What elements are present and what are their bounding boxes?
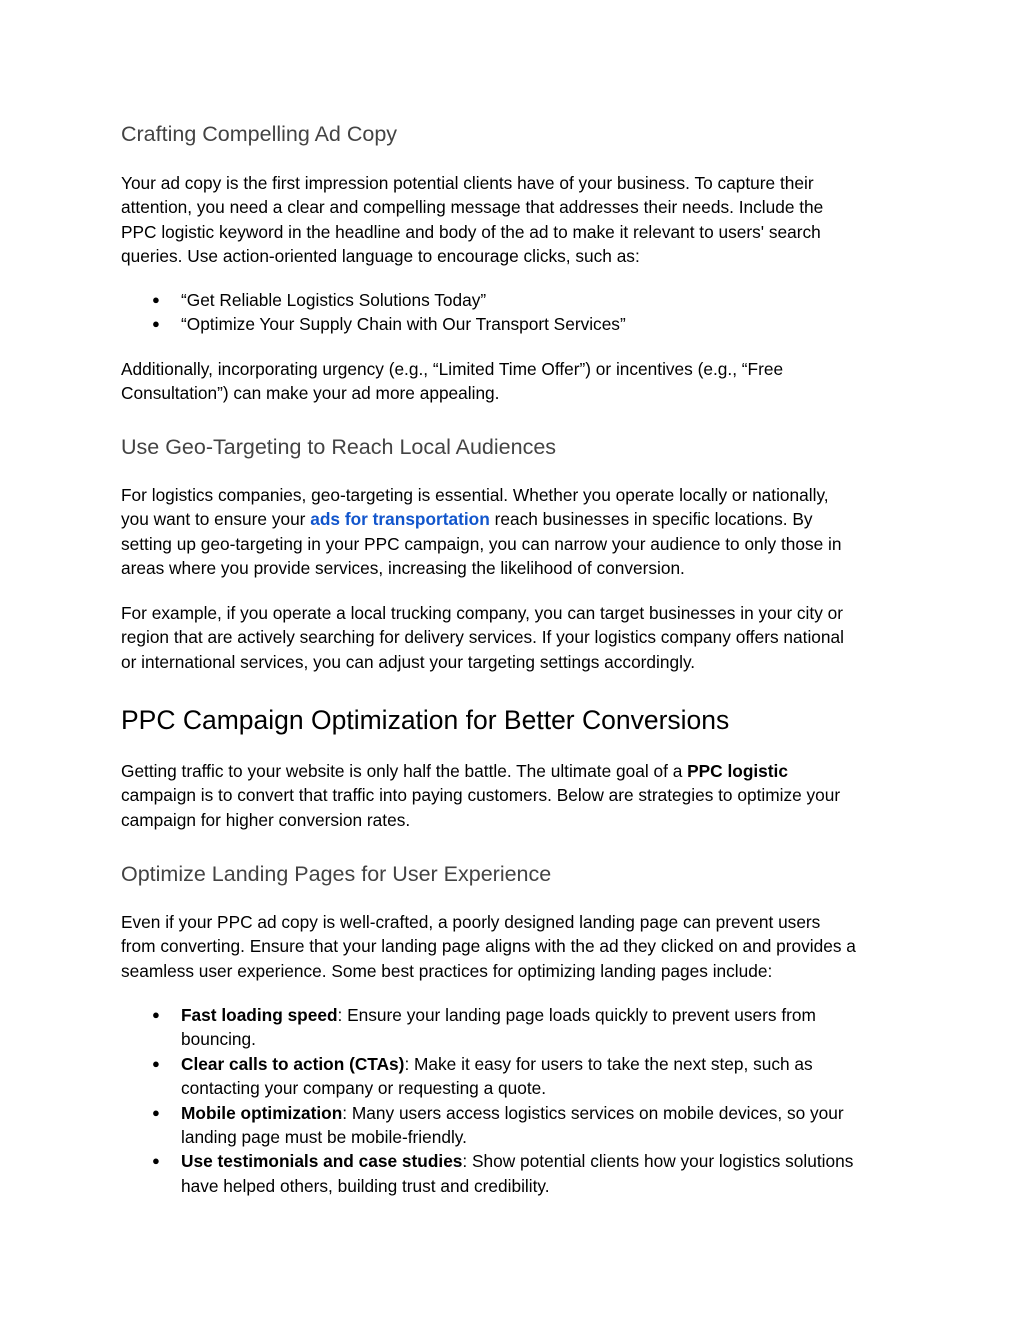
text-line: landing page must be mobile-friendly.	[181, 1126, 467, 1147]
list-item	[121, 288, 911, 312]
practice-title: Fast loading speed	[181, 1005, 338, 1025]
text-line	[181, 1003, 911, 1027]
text-line: Consultation”) can make your ad more appealing.	[121, 383, 500, 404]
text-fragment: Getting traffic to your website is only half the battle. The ultimate goal of a	[121, 761, 688, 781]
practice-title: Mobile optimization	[181, 1102, 343, 1123]
text-line: For example, if you operate a local trucking company, you can target businesses in your city or	[121, 603, 844, 623]
practice-text: : Ensure your landing page loads quickly to prevent users from	[337, 1005, 816, 1025]
bullet-icon: ●	[152, 1153, 160, 1169]
paragraph-ad-copy-outro	[121, 357, 911, 406]
text-line: region that are actively searching for delivery services. If your logistics company offers national	[121, 627, 844, 648]
list-item	[121, 1101, 911, 1150]
text-fragment: you want to ensure your	[121, 509, 311, 530]
bold-keyword: PPC logistic	[687, 761, 788, 781]
text-line	[121, 759, 911, 783]
paragraph-geo-1	[121, 483, 911, 581]
practice-title: Clear calls to action (CTAs)	[181, 1053, 405, 1074]
text-line: bouncing.	[181, 1029, 256, 1050]
text-fragment: reach businesses in specific locations. By	[489, 509, 813, 530]
heading-landing-pages: Optimize Landing Pages for User Experience	[121, 862, 552, 886]
text-line: or international services, you can adjust your targeting settings accordingly.	[121, 651, 696, 672]
text-line: For logistics companies, geo-targeting is essential. Whether you operate locally or nationally,	[121, 485, 829, 505]
practice-text: : Many users access logistics services on mobile devices, so your	[342, 1102, 844, 1123]
bullet-icon: ●	[152, 1104, 160, 1120]
list-item	[121, 1052, 911, 1101]
text-line	[181, 1101, 911, 1125]
bullet-icon: ●	[152, 316, 160, 332]
text-line: campaign for higher conversion rates.	[121, 809, 411, 830]
text-line: have helped others, building trust and credibility.	[181, 1175, 550, 1196]
bullet-icon: ●	[152, 1007, 160, 1022]
practice-text: : Make it easy for users to take the next step, such as	[404, 1053, 813, 1074]
text-line: attention, you need a clear and compelling message that addresses their needs. Include the	[121, 197, 824, 218]
practice-title: Use testimonials and case studies	[181, 1151, 463, 1172]
text-line	[181, 1052, 911, 1076]
heading-ad-copy: Crafting Compelling Ad Copy	[121, 122, 398, 146]
list-item	[121, 1149, 911, 1198]
ads-for-transportation-link[interactable]: ads for transportation	[310, 509, 490, 530]
text-line: Additionally, incorporating urgency (e.g., “Limited Time Offer”) or incentives (e.g., “Free	[121, 359, 784, 379]
list-item-text: “Optimize Your Supply Chain with Our Transport Services”	[181, 314, 626, 335]
paragraph-geo-2	[121, 601, 911, 674]
paragraph-ad-copy-intro	[121, 171, 911, 269]
text-line: campaign is to convert that traffic into paying customers. Below are strategies to optimize your	[121, 785, 841, 806]
list-item	[121, 1003, 911, 1052]
list-item	[121, 312, 911, 336]
text-line: seamless user experience. Some best practices for optimizing landing pages include:	[121, 960, 773, 981]
text-line	[181, 1149, 911, 1173]
landing-practices-list	[121, 1003, 911, 1198]
text-line: setting up geo-targeting in your PPC campaign, you can narrow your audience to only those in	[121, 533, 842, 554]
paragraph-optimization	[121, 759, 911, 832]
text-line: queries. Use action-oriented language to encourage clicks, such as:	[121, 246, 640, 267]
ad-copy-examples-list	[121, 288, 911, 337]
text-line: areas where you provide services, increasing the likelihood of conversion.	[121, 558, 685, 579]
practice-text: : Show potential clients how your logistics solutions	[462, 1151, 854, 1172]
list-item-text: “Get Reliable Logistics Solutions Today”	[181, 290, 487, 310]
heading-geo-targeting: Use Geo-Targeting to Reach Local Audiences	[121, 435, 557, 459]
text-line: from converting. Ensure that your landing page aligns with the ad they clicked on and provides a	[121, 936, 856, 957]
paragraph-landing-intro	[121, 910, 911, 983]
text-line: PPC logistic keyword in the headline and body of the ad to make it relevant to users' search	[121, 221, 821, 242]
text-line: Even if your PPC ad copy is well-crafted, a poorly designed landing page can prevent users	[121, 912, 821, 932]
text-line	[121, 507, 911, 531]
text-line: Your ad copy is the first impression potential clients have of your business. To capture their	[121, 173, 814, 193]
bullet-icon: ●	[152, 292, 160, 307]
heading-campaign-optimization: PPC Campaign Optimization for Better Conversions	[121, 705, 730, 735]
text-line: contacting your company or requesting a quote.	[181, 1078, 547, 1099]
bullet-icon: ●	[152, 1055, 160, 1071]
